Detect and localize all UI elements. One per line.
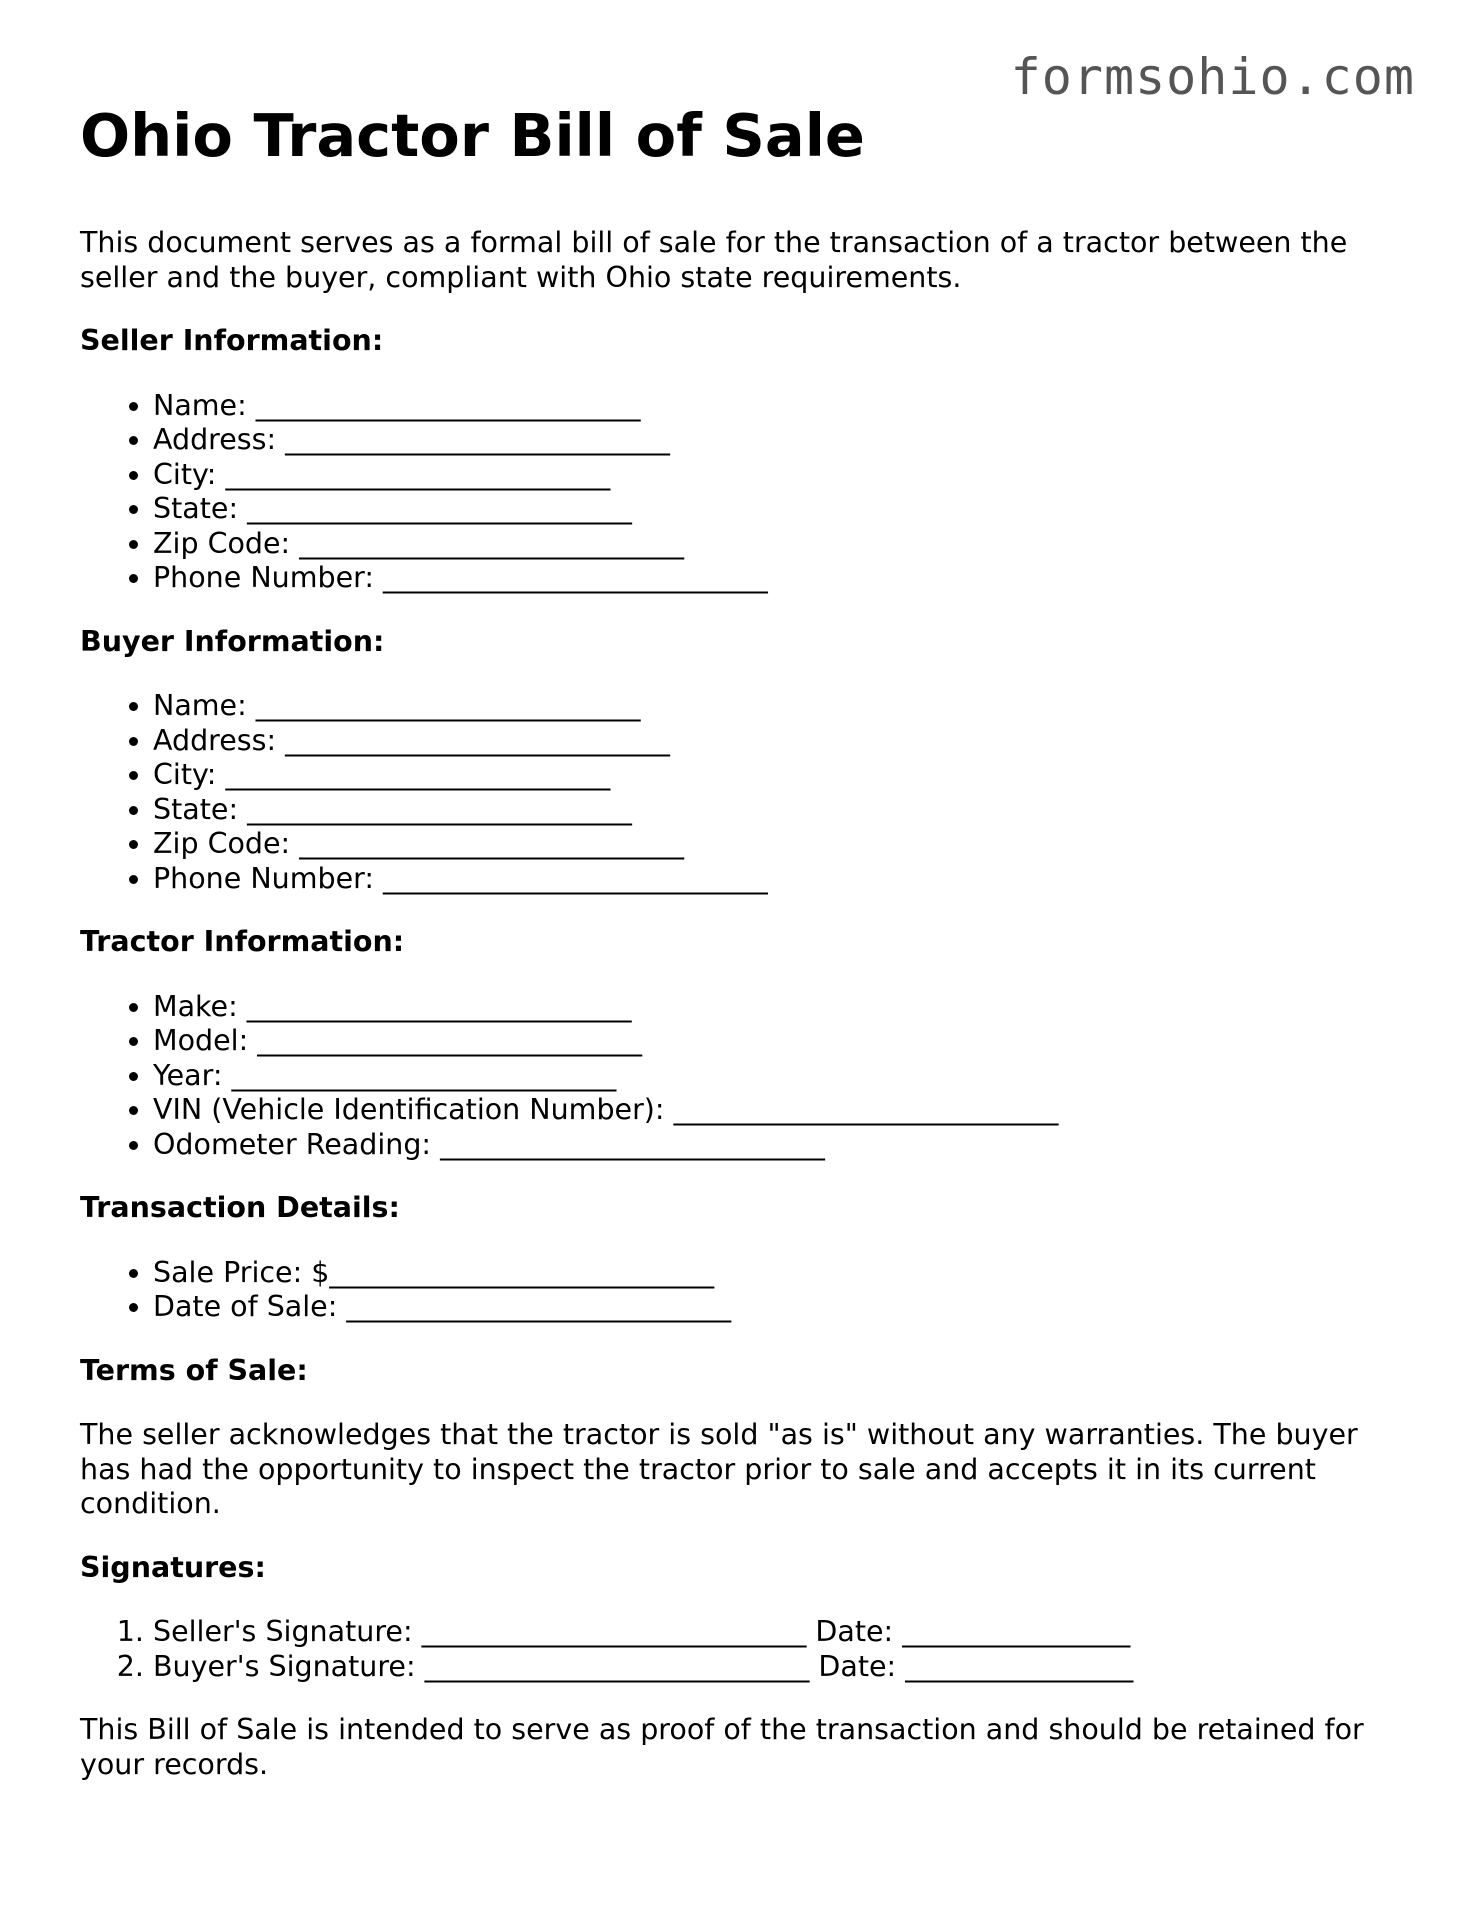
intro-paragraph: This document serves as a formal bill of sale for the transaction of a tractor between the seller and the buyer, compliant with Ohio state requirements.: [80, 226, 1348, 294]
tractor-section: [80, 925, 1410, 1162]
buyer-signature-line: 2. Buyer's Signature: ___________________________ Date: ________________: [153, 1650, 1410, 1685]
tractor-year-field: • Year: ___________________________: [153, 1059, 1410, 1094]
buyer-state-field: • State: ___________________________: [153, 793, 1410, 828]
tractor-vin-field: • VIN (Vehicle Identification Number): ___________________________: [153, 1093, 1410, 1128]
seller-address-field: • Address: ___________________________: [153, 423, 1410, 458]
site-watermark: formsohio.com: [1010, 48, 1415, 106]
tractor-model-field: • Model: ___________________________: [153, 1024, 1410, 1059]
buyer-city-field: • City: ___________________________: [153, 758, 1410, 793]
seller-heading: Seller Information:: [80, 324, 384, 357]
page-title: Ohio Tractor Bill of Sale: [80, 101, 865, 170]
tractor-heading: Tractor Information:: [80, 925, 405, 958]
buyer-heading: Buyer Information:: [80, 624, 385, 658]
transaction-heading: Transaction Details:: [80, 1191, 400, 1224]
tractor-odometer-field: • Odometer Reading: ___________________________: [153, 1128, 1410, 1163]
transaction-section: [80, 1191, 1410, 1325]
seller-section: [80, 324, 1410, 596]
transaction-field-list: [80, 1256, 1410, 1325]
seller-zip-field: • Zip Code: ___________________________: [153, 527, 1410, 562]
terms-paragraph: The seller acknowledges that the tractor is sold "as is" without any warranties. The buyer has had the opportunity to inspect the tractor prior to sale and accepts it in its current condition.: [80, 1418, 1358, 1520]
closing-paragraph: This Bill of Sale is intended to serve as proof of the transaction and should be retained for your records.: [80, 1713, 1364, 1781]
buyer-field-list: [80, 689, 1410, 896]
signatures-section: [80, 1551, 1410, 1685]
seller-phone-field: • Phone Number: ___________________________: [153, 561, 1410, 596]
sale-price-field: • Sale Price: $___________________________: [153, 1256, 1410, 1291]
signature-list: [80, 1615, 1410, 1684]
buyer-zip-field: • Zip Code: ___________________________: [153, 827, 1410, 862]
terms-heading: Terms of Sale:: [80, 1353, 308, 1387]
signatures-heading: Signatures:: [80, 1550, 266, 1584]
seller-state-field: • State: ___________________________: [153, 492, 1410, 527]
buyer-section: [80, 625, 1410, 897]
bill-of-sale-document: [80, 100, 1410, 1782]
sale-date-field: • Date of Sale: ___________________________: [153, 1290, 1410, 1325]
tractor-make-field: • Make: ___________________________: [153, 990, 1410, 1025]
terms-section: [80, 1354, 1410, 1522]
buyer-phone-field: • Phone Number: ___________________________: [153, 862, 1410, 897]
tractor-field-list: [80, 990, 1410, 1163]
seller-signature-line: 1. Seller's Signature: ___________________________ Date: ________________: [153, 1615, 1410, 1650]
seller-field-list: [80, 389, 1410, 596]
buyer-address-field: • Address: ___________________________: [153, 724, 1410, 759]
seller-city-field: • City: ___________________________: [153, 458, 1410, 493]
seller-name-field: • Name: ___________________________: [153, 389, 1410, 424]
buyer-name-field: • Name: ___________________________: [153, 689, 1410, 724]
